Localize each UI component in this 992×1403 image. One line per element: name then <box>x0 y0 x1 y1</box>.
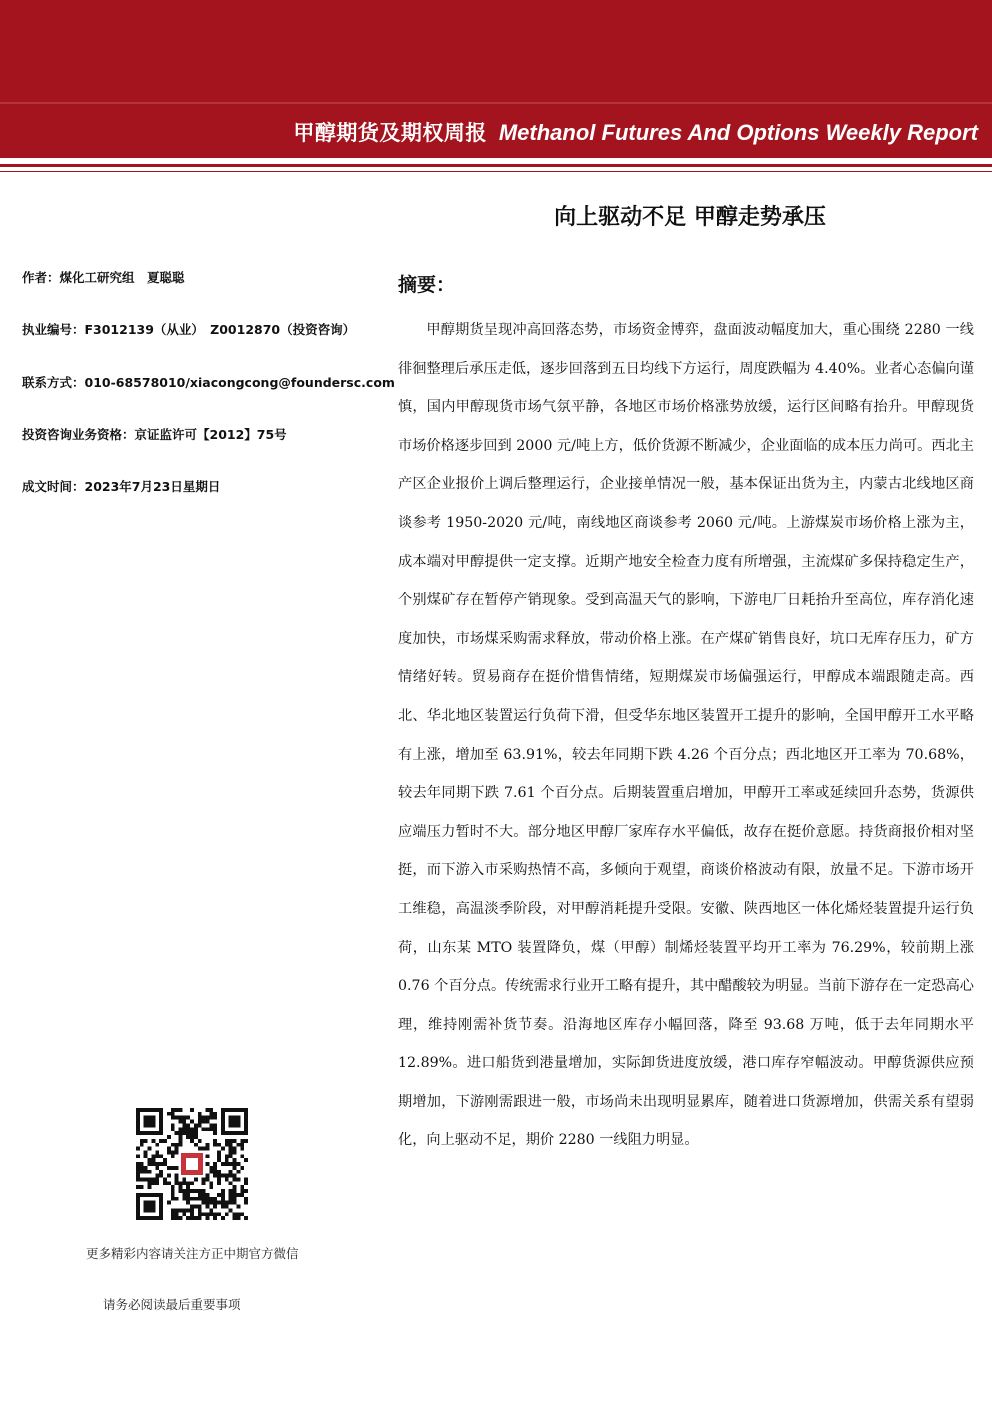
disclaimer-notice: 请务必阅读最后重要事项 <box>103 1297 241 1312</box>
qr-code-icon <box>136 1108 248 1220</box>
report-series-title <box>293 117 978 147</box>
summary-body: 甲醇期货呈现冲高回落态势，市场资金博弈，盘面波动幅度加大，重心围绕 2280 一线徘徊整理后承压走低，逐步回落到五日均线下方运行，周度跌幅为 4.40%。业者心态偏向谨慎，国内甲醇现货市场气氛平静，各地区市场价格涨势放缓，运行区间略有抬升。甲醇现货市场价格逐步回到 2000 元/吨上方，低价货源不断减少，企业面临的成本压力尚可。西北主产区企业报价上调后整理运行，企业接单情况一般，基本保证出货为主，内蒙古北线地区商谈参考 1950-2020 元/吨，南线地区商谈参考 2060 元/吨。上游煤炭市场价格上涨为主，成本端对甲醇提供一定支撑。近期产地安全检查力度有所增强，主流煤矿多保持稳定生产，个别煤矿存在暂停产销现象。受到高温天气的影响，下游电厂日耗抬升至高位，库存消化速度加快，市场煤采购需求释放，带动价格上涨。在产煤矿销售良好，坑口无库存压力，矿方情绪好转。贸易商存在挺价惜售情绪，短期煤炭市场偏强运行，甲醇成本端跟随走高。西北、华北地区装置运行负荷下滑，但受华东地区装置开工提升的影响，全国甲醇开工水平略有上涨，增加至 63.91%，较去年同期下跌 4.26 个百分点；西北地区开工率为 70.68%，较去年同期下跌 7.61 个百分点。后期装置重启增加，甲醇开工率或延续回升态势，货源供应端压力暂时不大。部分地区甲醇厂家库存水平偏低，故存在挺价意愿。持货商报价相对坚挺，而下游入市采购热情不高，多倾向于观望，商谈价格波动有限，放量不足。下游市场开工维稳，高温淡季阶段，对甲醇消耗提升受限。安徽、陕西地区一体化烯烃装置提升运行负荷，山东某 MTO 装置降负，煤（甲醇）制烯烃装置平均开工率为 76.29%，较前期上涨 0.76 个百分点。传统需求行业开工略有提升，其中醋酸较为明显。当前下游存在一定恐高心理，维持刚需补货节奏。沿海地区库存小幅回落，降至 93.68 万吨，低于去年同期水平 12.89%。进口船货到港量增加，实际卸货进度放缓，港口库存窄幅波动。甲醇货源供应预期增加，下游刚需跟进一般，市场尚未出现明显累库，随着进口货源增加，供需关系有望弱化，向上驱动不足，期价 2280 一线阻力明显。 <box>398 322 974 1149</box>
header-banner <box>0 0 992 158</box>
author-line: 作者：煤化工研究组 夏聪聪 <box>22 270 185 285</box>
header-rule-thick <box>0 164 992 167</box>
summary-heading: 摘要： <box>398 274 456 296</box>
series-title-en: Methanol Futures And Options Weekly Report <box>498 120 978 145</box>
banner-divider <box>0 102 992 104</box>
qualification-line: 投资咨询业务资格：京证监许可【2012】75号 <box>22 427 287 442</box>
date-line: 成文时间：2023年7月23日星期日 <box>22 479 221 494</box>
series-title-cn: 甲醇期货及期权周报 <box>293 121 487 145</box>
qr-caption: 更多精彩内容请关注方正中期官方微信 <box>86 1246 299 1261</box>
header-rule-thin <box>0 171 992 172</box>
license-number-line: 执业编号：F3012139（从业） Z0012870（投资咨询） <box>22 322 356 337</box>
contact-line: 联系方式：010-68578010/xiacongcong@foundersc.com <box>22 375 395 390</box>
report-headline: 向上驱动不足 甲醇走势承压 <box>554 205 826 230</box>
